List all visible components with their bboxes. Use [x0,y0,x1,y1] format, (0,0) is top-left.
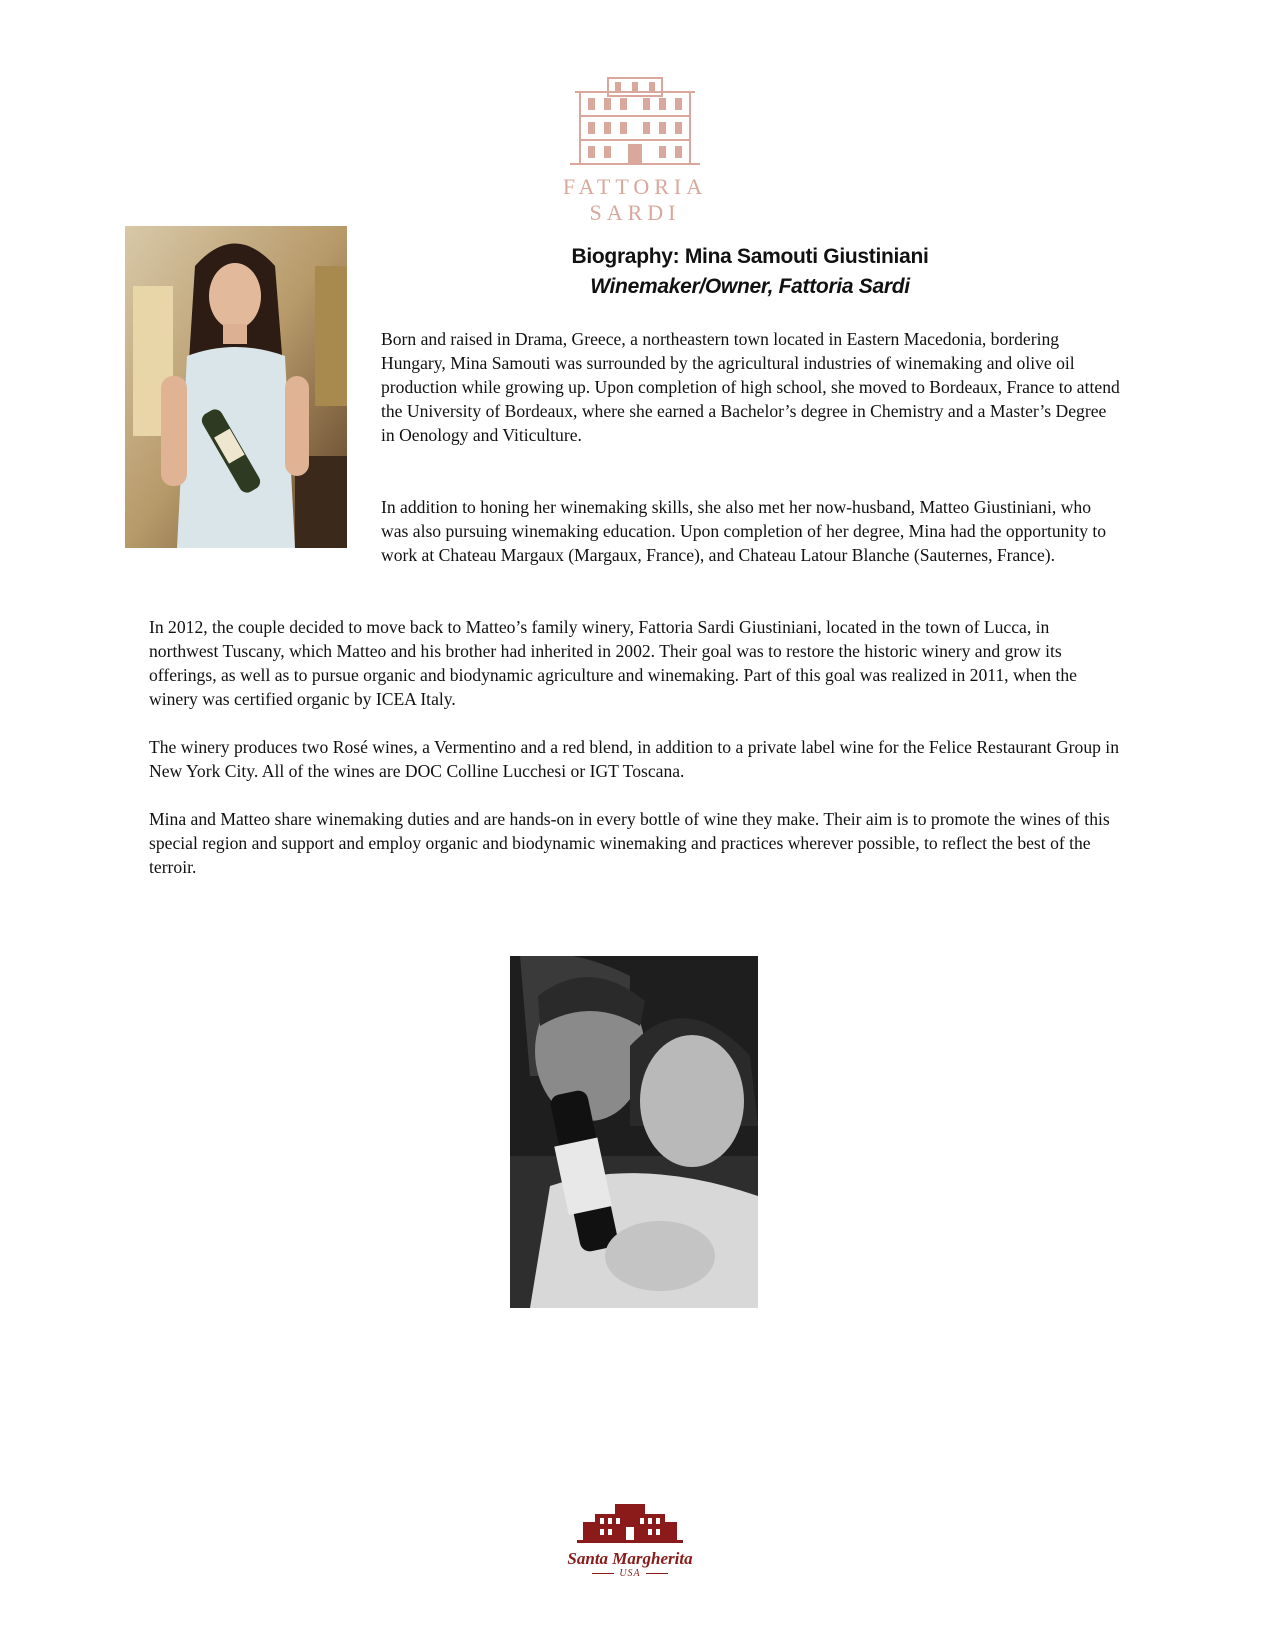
footer-logo [555,1500,705,1590]
paragraph: The winery produces two Rosé wines, a Vermentino and a red blend, in addition to a private label wine for the Felice Restaurant Group in New York City. All of the wines are DOC Colline Lucchesi or IGT Toscana. [149,737,1119,781]
brand-name: FATTORIA SARDI [562,174,708,225]
page-title: Biography: Mina Samouti Giustiniani [571,245,929,268]
portrait-photo [125,226,347,548]
title-block [380,242,1120,302]
paragraph: Born and raised in Drama, Greece, a northeastern town located in Eastern Macedonia, bordering Hungary, Mina Samouti was surrounded by the agricultural industries of winemaking and olive oil production while growing up. Upon completion of high school, she moved to Bordeaux, France to attend the University of Bordeaux, where she earned a Bachelor’s degree in Chemistry and a Master’s Degree in Oenology and Viticulture. [381,329,1120,445]
page-subtitle: Winemaker/Owner, Fattoria Sardi [590,275,910,298]
villa-facade-icon [520,72,750,172]
paragraph: In addition to honing her winemaking skills, she also met her now-husband, Matteo Giustiniani, who was also pursuing winemaking education. Upon completion of her degree, Mina had the opportunity to work at Chateau Margaux (Margaux, France), and Chateau Latour Blanche (Sauternes, France). [381,497,1107,565]
paragraph: In 2012, the couple decided to move back to Matteo’s family winery, Fattoria Sardi Giustiniani, located in the town of Lucca, in northwest Tuscany, which Matteo and his brother had inherited in 2002. Their goal was to restore the historic winery and grow its offerings, as well as to pursue organic and biodynamic agriculture and winemaking. Part of this goal was realized in 2011, when the winery was certified organic by ICEA Italy. [149,617,1077,709]
footer-brand-sub: USA [555,1568,705,1580]
footer-brand-name: Santa Margherita [567,1549,693,1568]
villa-facade-icon [575,1500,685,1544]
paragraph: Mina and Matteo share winemaking duties and are hands-on in every bottle of wine they make. Their aim is to promote the wines of this special region and support and employ organic and biodynamic winemaking and practices wherever possible, to reflect the best of the terroir. [149,809,1110,877]
couple-photo [510,956,758,1308]
header-logo [520,72,750,225]
